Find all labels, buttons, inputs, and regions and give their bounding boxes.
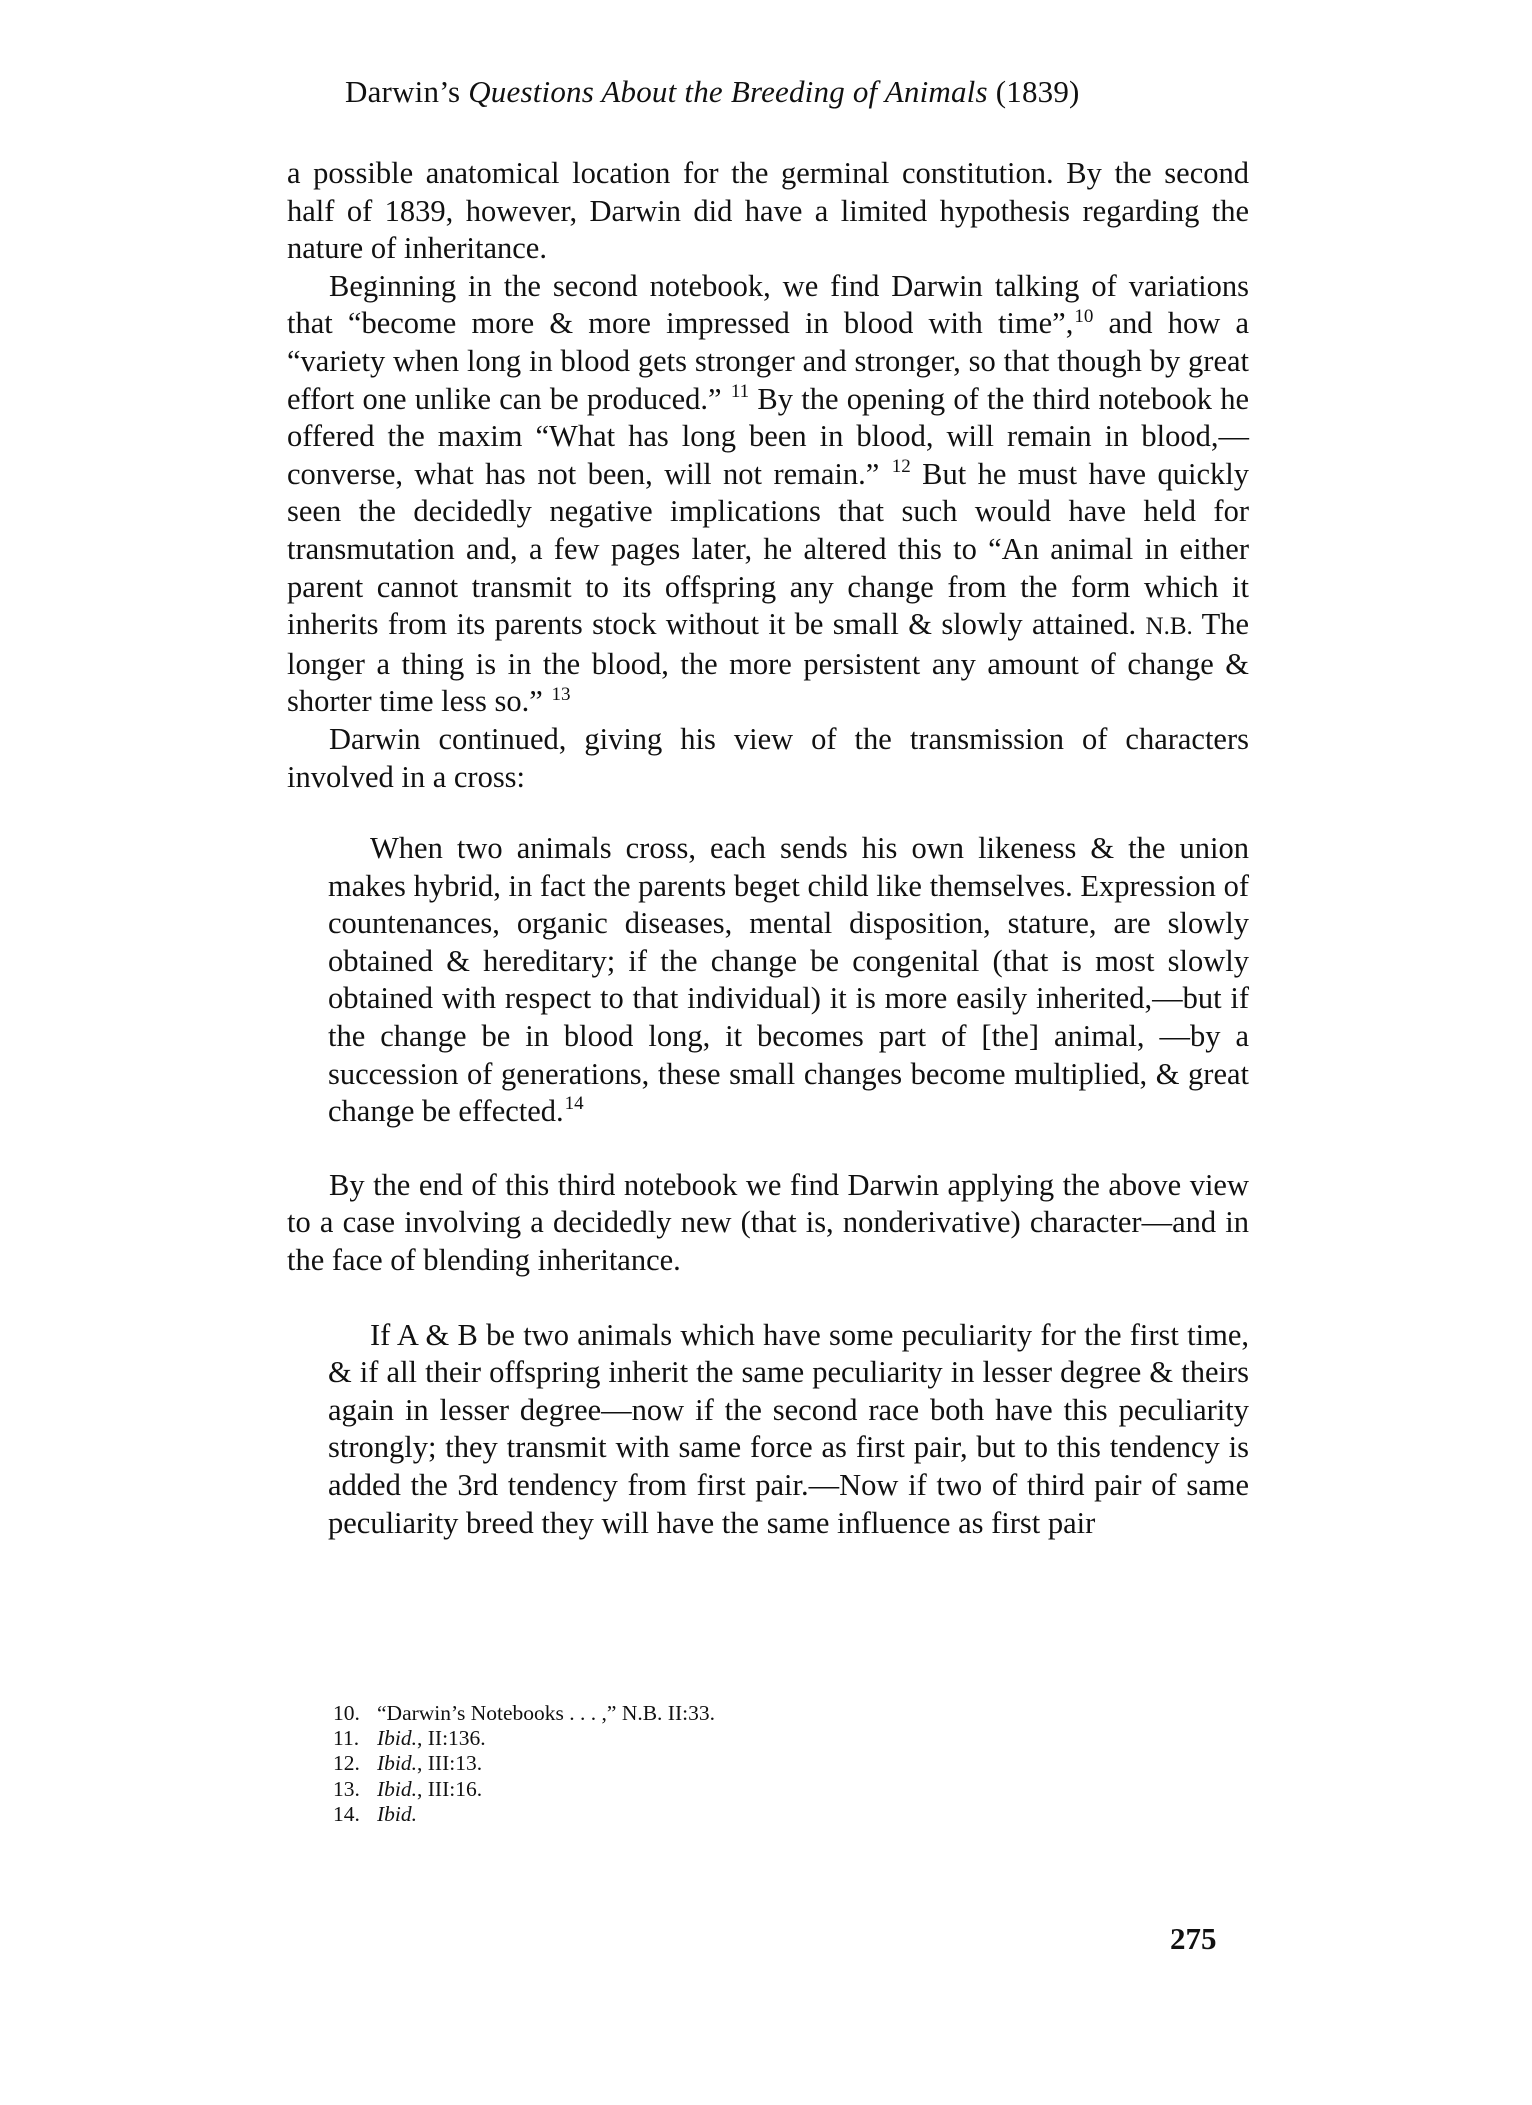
footnote-ref-11[interactable]: 11 bbox=[730, 380, 750, 402]
footnote-11 bbox=[333, 1726, 1033, 1751]
text-run: and how a “variety when long in blood gets stronger and stronger, so that though by great effort one unlike can be produced.” bbox=[287, 306, 1249, 416]
footnote-italic: Ibid. bbox=[377, 1726, 418, 1751]
footnote-number: 11. bbox=[333, 1726, 360, 1751]
footnote-text: “Darwin’s Notebooks . . . ,” N.B. II:33. bbox=[377, 1701, 715, 1725]
text-run: Beginning in the second notebook, we find Darwin talking of variations that “become more & more impressed in blood with time”, bbox=[287, 268, 1249, 341]
paragraph-second-notebook bbox=[287, 268, 1249, 721]
footnote-ref-10[interactable]: 10 bbox=[1074, 305, 1094, 327]
running-head-year: (1839) bbox=[987, 74, 1080, 109]
footnote-13 bbox=[333, 1777, 1033, 1802]
footnote-ref-12[interactable]: 12 bbox=[891, 455, 911, 477]
footnote-number: 12. bbox=[333, 1751, 360, 1776]
footnote-italic: Ibid. bbox=[377, 1801, 418, 1826]
footnote-text: , III:13. bbox=[417, 1751, 483, 1776]
quote-text: When two animals cross, each sends his own likeness & the union makes hybrid, in fact the parents beget child like themselves. Expression of countenances, organic diseases, mental disposition, stature, are slowly obtained & hereditary; if the change be congenital (that is most slowly obtained with respect to that individual) it is more easily inherited,—but if the change be in blood long, it becomes part of [the] animal, —by a succession of generations, these small changes become multiplied, & great change be effected. bbox=[328, 831, 1249, 1129]
page-number: 275 bbox=[1170, 1921, 1217, 1956]
text-run: By the opening of the third notebook he offered the maxim “What has long been in blood, will remain in blood,—converse, what has not been, will not remain.” bbox=[287, 381, 1249, 491]
paragraph-continued-view: Darwin continued, giving his view of the transmission of characters involved in a cross: bbox=[287, 721, 1249, 794]
block-quote-cross bbox=[287, 830, 1249, 1131]
footnotes bbox=[333, 1701, 1033, 1827]
footnote-text: , II:136. bbox=[417, 1726, 486, 1751]
running-head-title: Questions About the Breeding of Animals bbox=[468, 74, 988, 109]
running-head bbox=[345, 72, 1285, 112]
block-quote-peculiarity: If A & B be two animals which have some peculiarity for the first time, & if all their offspring inherit the same peculiarity in lesser degree & theirs again in lesser degree—now if the second race both have this peculiarity strongly; they transmit with same force as first pair, but to this tendency is added the 3rd tendency from first pair.—Now if two of third pair of same peculiarity breed they will have the same influence as first pair bbox=[328, 1317, 1249, 1540]
footnote-text: , III:16. bbox=[417, 1776, 483, 1801]
footnote-ref-13[interactable]: 13 bbox=[551, 683, 571, 705]
footnote-number: 10. bbox=[333, 1701, 360, 1725]
footnote-number: 14. bbox=[333, 1801, 360, 1826]
paragraph-continued: a possible anatomical location for the germinal constitution. By the second half of 1839, however, Darwin did have a limited hypothesis regarding the nature of inheritance. bbox=[287, 156, 1249, 266]
paragraph-third-notebook: By the end of this third notebook we find Darwin applying the above view to a case involving a decidedly new (that is, nonderivative) character—and in the face of blending inheritance. bbox=[287, 1167, 1249, 1278]
footnote-14 bbox=[333, 1802, 1033, 1827]
footnote-10 bbox=[333, 1701, 1033, 1726]
text-run: But he must have quickly seen the decidedly negative implications that such would have held for transmutation and, a few pages later, he altered this to “An animal in either parent cannot transmit to its offspring any change from the form which it inherits from its parents stock without it be small & slowly attained. bbox=[287, 456, 1249, 642]
text-run: The longer a thing is in the blood, the more persistent any amount of change & shorter time less so.” bbox=[287, 607, 1249, 719]
footnote-number: 13. bbox=[333, 1776, 360, 1801]
running-head-author: Darwin’s bbox=[345, 74, 469, 109]
footnote-italic: Ibid. bbox=[377, 1776, 418, 1801]
nb-abbreviation: N.B. bbox=[1145, 613, 1193, 641]
body-text bbox=[287, 155, 1249, 1542]
footnote-italic: Ibid. bbox=[377, 1751, 418, 1776]
footnote-ref-14[interactable]: 14 bbox=[564, 1093, 584, 1115]
footnote-12 bbox=[333, 1751, 1033, 1776]
